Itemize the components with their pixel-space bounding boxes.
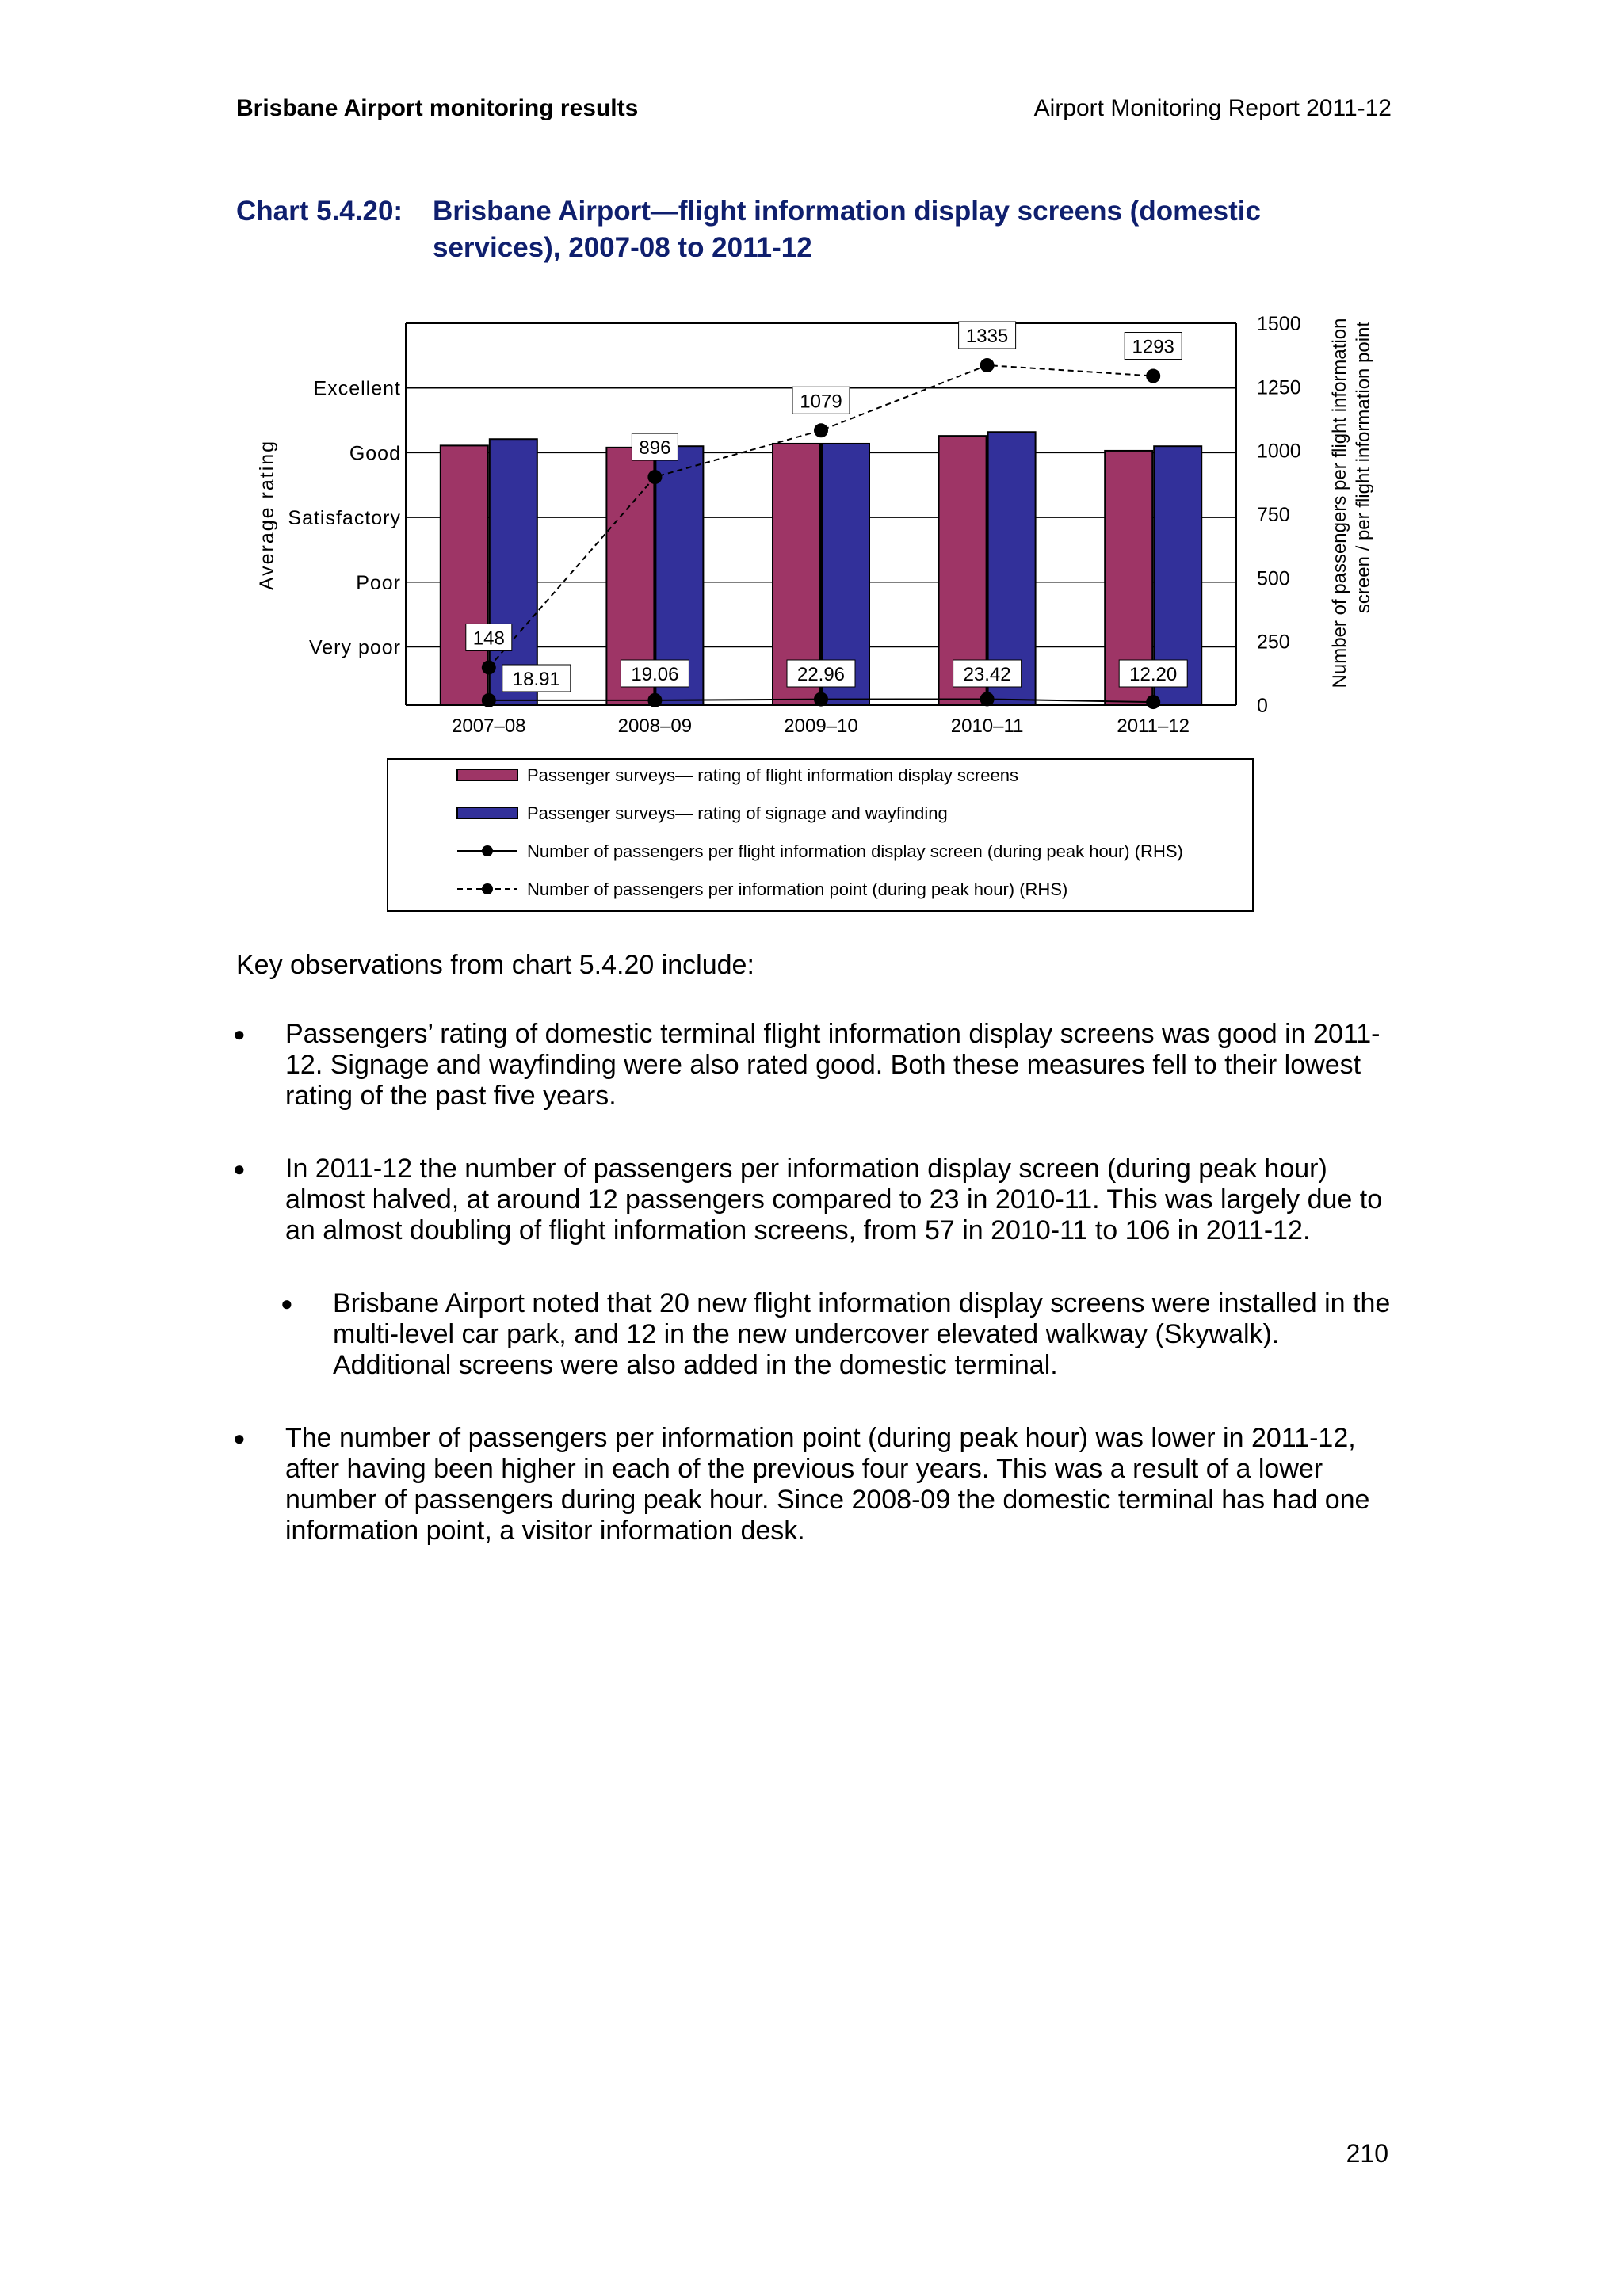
right-tick-label: 1000: [1257, 440, 1301, 463]
info-point-data-label: 1335: [965, 326, 1009, 348]
header-section-title: Brisbane Airport monitoring results: [236, 95, 639, 121]
screen-data-label: 23.42: [963, 664, 1011, 685]
x-tick-label: 2010–11: [950, 715, 1024, 737]
right-tick-label: 750: [1257, 504, 1290, 526]
x-tick-label: 2007–08: [452, 715, 526, 737]
line-point: [482, 693, 496, 707]
x-tick-label: 2011–12: [1117, 715, 1190, 737]
chart-number: Chart 5.4.20:: [236, 196, 403, 227]
info-point-data-label: 1079: [800, 391, 842, 413]
bullet-icon: ●: [233, 1426, 246, 1450]
line-point: [647, 470, 662, 484]
legend-label: Passenger surveys— rating of signage and wayfinding: [527, 803, 948, 823]
observation-3: Brisbane Airport noted that 20 new flight information display screens were installed in the multi-level car park, and 12 in the new undercover elevated walkway (Skywalk). Additional screens were also added in the domestic terminal.: [333, 1288, 1391, 1380]
observation-4: The number of passengers per information point (during peak hour) was lower in 2011-12, after having been higher in each of the previous four years. This was a result of a lower number of passengers during peak hour. Since 2008-09 the domestic terminal has had one information point, a visitor information desk.: [285, 1423, 1370, 1546]
chart-title-text: Brisbane Airport—flight information display screens (domestic services), 2007-08 to 2011-12: [433, 196, 1261, 263]
right-tick-label: 1250: [1257, 376, 1301, 399]
list-item: [233, 1423, 1403, 1547]
info-point-data-label: 896: [639, 437, 671, 460]
line-point: [814, 692, 828, 707]
right-tick-label: 1500: [1257, 313, 1301, 335]
bullet-icon: ●: [233, 1022, 246, 1046]
right-tick-label: 0: [1257, 695, 1268, 717]
legend-label: Number of passengers per information point (during peak hour) (RHS): [527, 879, 1068, 899]
legend-label: Passenger surveys— rating of flight information display screens: [527, 765, 1018, 785]
screen-data-label: 22.96: [796, 664, 846, 685]
list-item: [281, 1288, 1395, 1381]
x-tick-label: 2009–10: [784, 715, 858, 737]
bar: [441, 445, 488, 705]
screen-data-label: 12.20: [1129, 664, 1178, 685]
legend-label: Number of passengers per flight information display screen (during peak hour) (RHS): [527, 841, 1183, 861]
right-tick-label: 250: [1257, 631, 1290, 654]
page-number: 210: [1346, 2139, 1388, 2168]
line-point: [980, 358, 995, 372]
line-point: [814, 423, 828, 437]
left-tick-label: Very poor: [308, 636, 401, 659]
bullet-icon: ●: [233, 1157, 246, 1180]
line-point: [1146, 369, 1160, 383]
list-item: [233, 1154, 1395, 1246]
observation-2: In 2011-12 the number of passengers per information display screen (during peak hour) almost halved, at around 12 passengers compared to 23 in 2010-11. This was largely due to an almost doubling of flight information screens, from 57 in 2010-11 to 106 in 2011-12.: [285, 1154, 1383, 1245]
left-tick-label: Poor: [356, 571, 401, 594]
screen-data-label: 18.91: [512, 669, 560, 690]
line-point: [482, 660, 496, 674]
info-point-data-label: 1293: [1132, 336, 1174, 358]
legend-swatch: [457, 807, 517, 818]
legend-marker: [482, 845, 493, 856]
observation-1: Passengers’ rating of domestic terminal flight information display screens was good in 2011-12. Signage and wayfinding were also rated good. Both these measures fell to their lowest rating of the past five years.: [285, 1019, 1381, 1111]
list-item: [233, 1019, 1395, 1112]
line-point: [647, 693, 662, 707]
x-tick-label: 2008–09: [617, 715, 693, 737]
screen-data-label: 19.06: [631, 664, 679, 685]
left-axis-title: Average rating: [256, 439, 278, 591]
info-point-data-label: 148: [472, 627, 505, 650]
header-report-title: Airport Monitoring Report 2011-12: [1033, 95, 1392, 121]
left-tick-label: Good: [349, 442, 401, 465]
line-point: [980, 692, 995, 706]
left-tick-label: Excellent: [313, 377, 401, 400]
line-point: [1146, 695, 1160, 709]
observations-intro: Key observations from chart 5.4.20 include:: [236, 950, 754, 980]
legend-marker: [482, 883, 493, 894]
bullet-icon: ●: [281, 1291, 293, 1315]
chart: [0, 0, 1623, 935]
left-tick-label: Satisfactory: [288, 507, 401, 530]
right-axis-title-line2: screen / per flight information point: [1353, 321, 1374, 614]
right-axis-title: Number of passengers per flight information: [1329, 318, 1350, 688]
legend-swatch: [457, 769, 517, 780]
right-tick-label: 500: [1257, 567, 1290, 590]
